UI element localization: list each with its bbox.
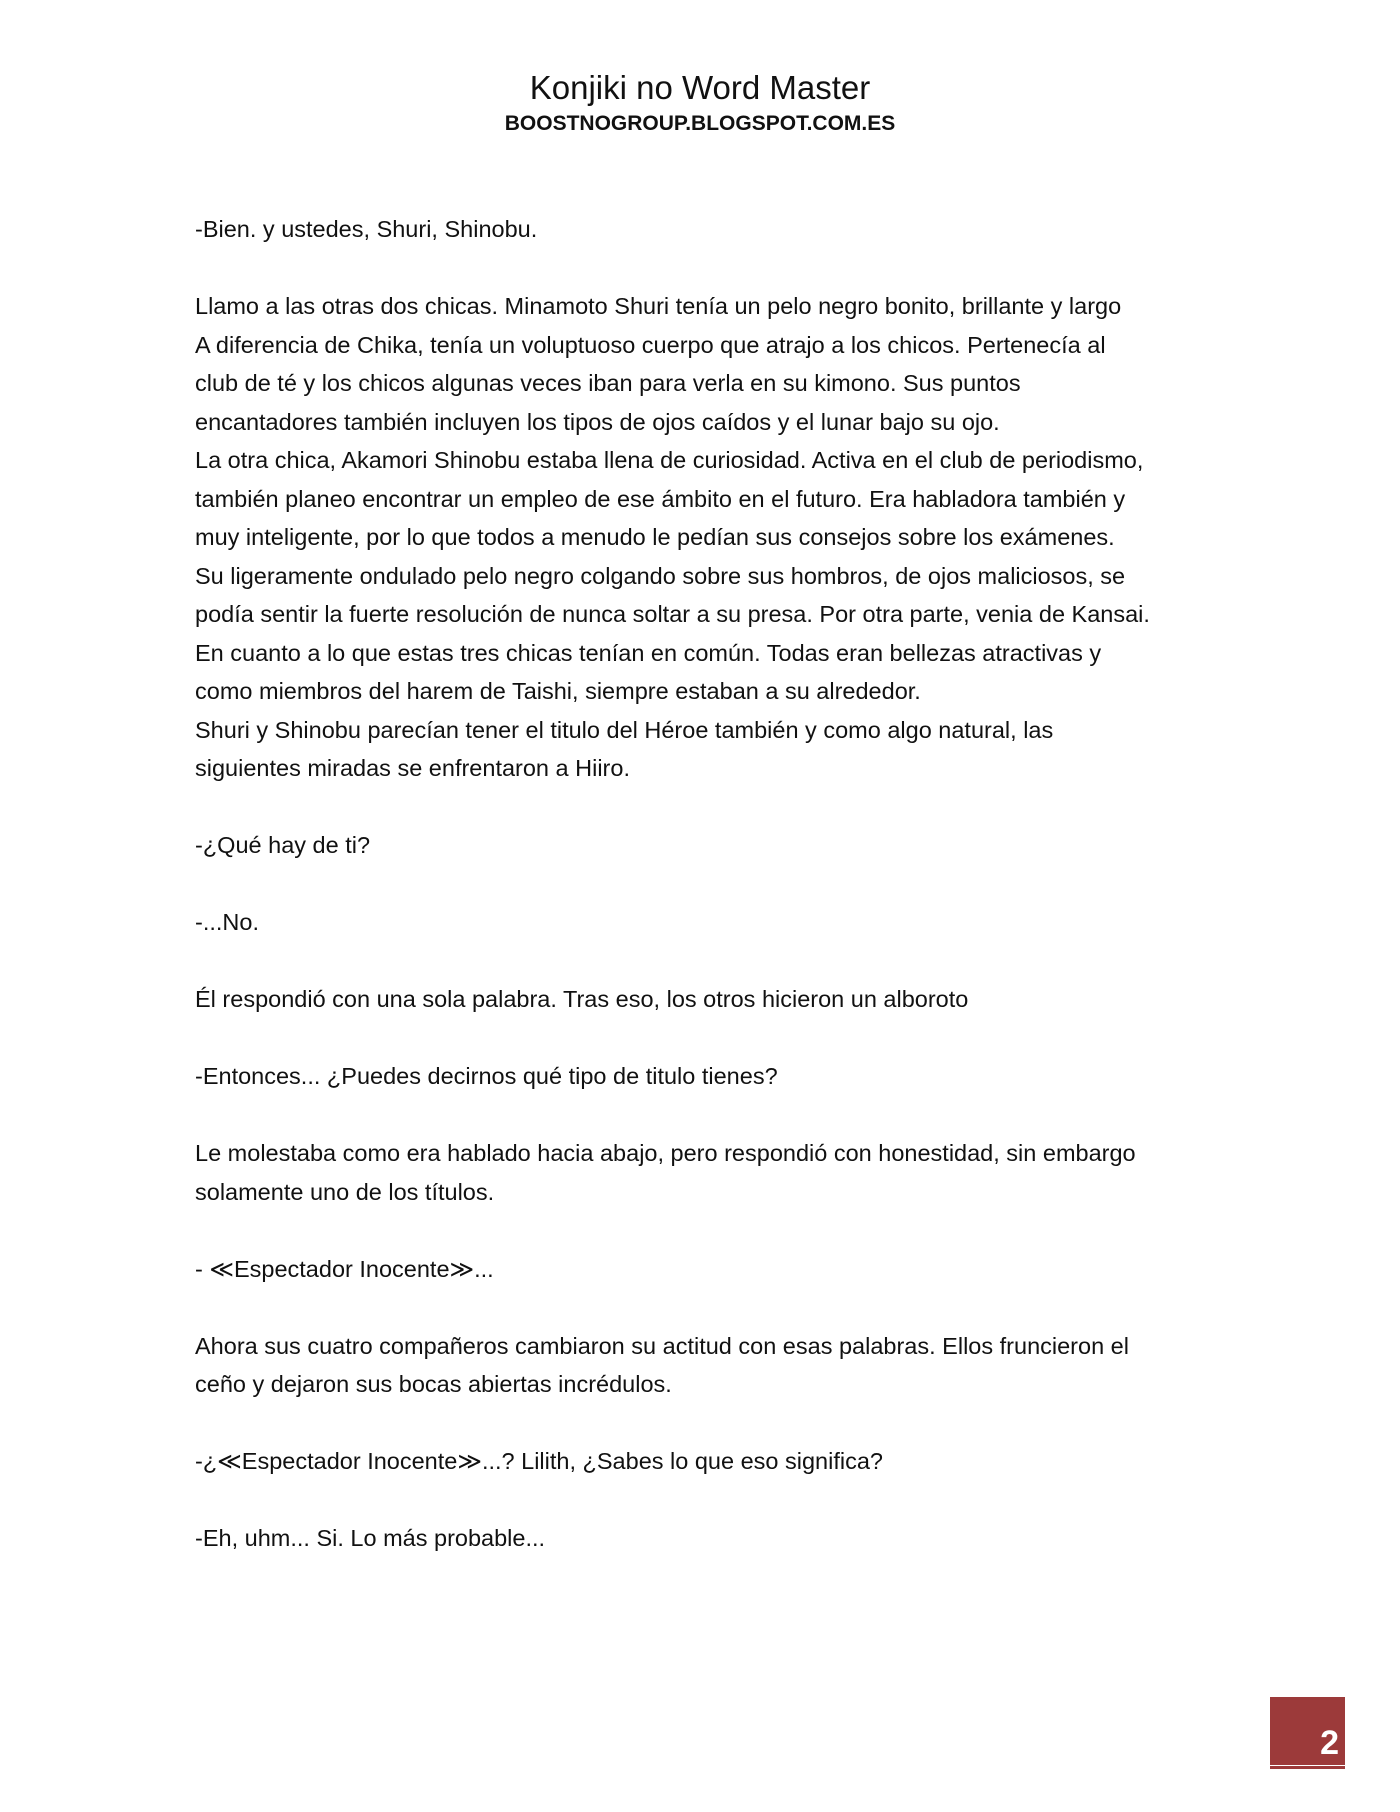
paragraph: -¿Qué hay de ti? <box>195 832 371 858</box>
paragraph: -Bien. y ustedes, Shuri, Shinobu. <box>195 216 538 242</box>
paragraph: -¿≪Espectador Inocente≫...? Lilith, ¿Sabes lo que eso significa? <box>195 1448 883 1474</box>
paragraph: Llamo a las otras dos chicas. Minamoto Shuri tenía un pelo negro bonito, brillante y largo A diferencia de Chika, tenía un voluptuoso cuerpo que atrajo a los chicos. Pertenecía al club de té y los chicos algunas veces iban para verla en su kimono. Sus puntos encantadores también incluyen los tipos de ojos caídos y el lunar bajo su ojo. La otra chica, Akamori Shinobu estaba llena de curiosidad. Activa en el club de periodismo, también planeo encontrar un empleo de ese ámbito en el futuro. Era habladora también y muy inteligente, por lo que todos a menudo le pedían sus consejos sobre los exámenes. Su ligeramente ondulado pelo negro colgando sobre sus hombros, de ojos maliciosos, se podía sentir la fuerte resolución de nunca soltar a su presa. Por otra parte, venia de Kansai. En cuanto a lo que estas tres chicas tenían en común. Todas eran bellezas atractivas y como miembros del harem de Taishi, siempre estaban a su alrededor. Shuri y Shinobu parecían tener el titulo del Héroe también y como algo natural, las siguientes miradas se enfrentaron a Hiiro. <box>195 293 1150 781</box>
page-body <box>195 210 1235 1596</box>
page-header <box>0 68 1400 138</box>
paragraph: Él respondió con una sola palabra. Tras eso, los otros hicieron un alboroto <box>195 986 969 1012</box>
page-number-badge <box>1270 1697 1345 1765</box>
page-number: 2 <box>1320 1724 1339 1762</box>
paragraph: Le molestaba como era hablado hacia abajo, pero respondió con honestidad, sin embargo solamente uno de los títulos. <box>195 1140 1136 1205</box>
paragraph: - ≪Espectador Inocente≫... <box>195 1255 494 1282</box>
paragraph: Ahora sus cuatro compañeros cambiaron su actitud con esas palabras. Ellos fruncieron el ceño y dejaron sus bocas abiertas incrédulos. <box>195 1332 1129 1397</box>
document-subtitle: BOOSTNOGROUP.BLOGSPOT.COM.ES <box>504 112 896 135</box>
page-number-underline <box>1270 1766 1345 1769</box>
paragraph: -Entonces... ¿Puedes decirnos qué tipo de titulo tienes? <box>195 1063 778 1089</box>
paragraph: -...No. <box>195 909 259 935</box>
paragraph: -Eh, uhm... Si. Lo más probable... <box>195 1525 546 1551</box>
document-title: Konjiki no Word Master <box>529 69 871 106</box>
